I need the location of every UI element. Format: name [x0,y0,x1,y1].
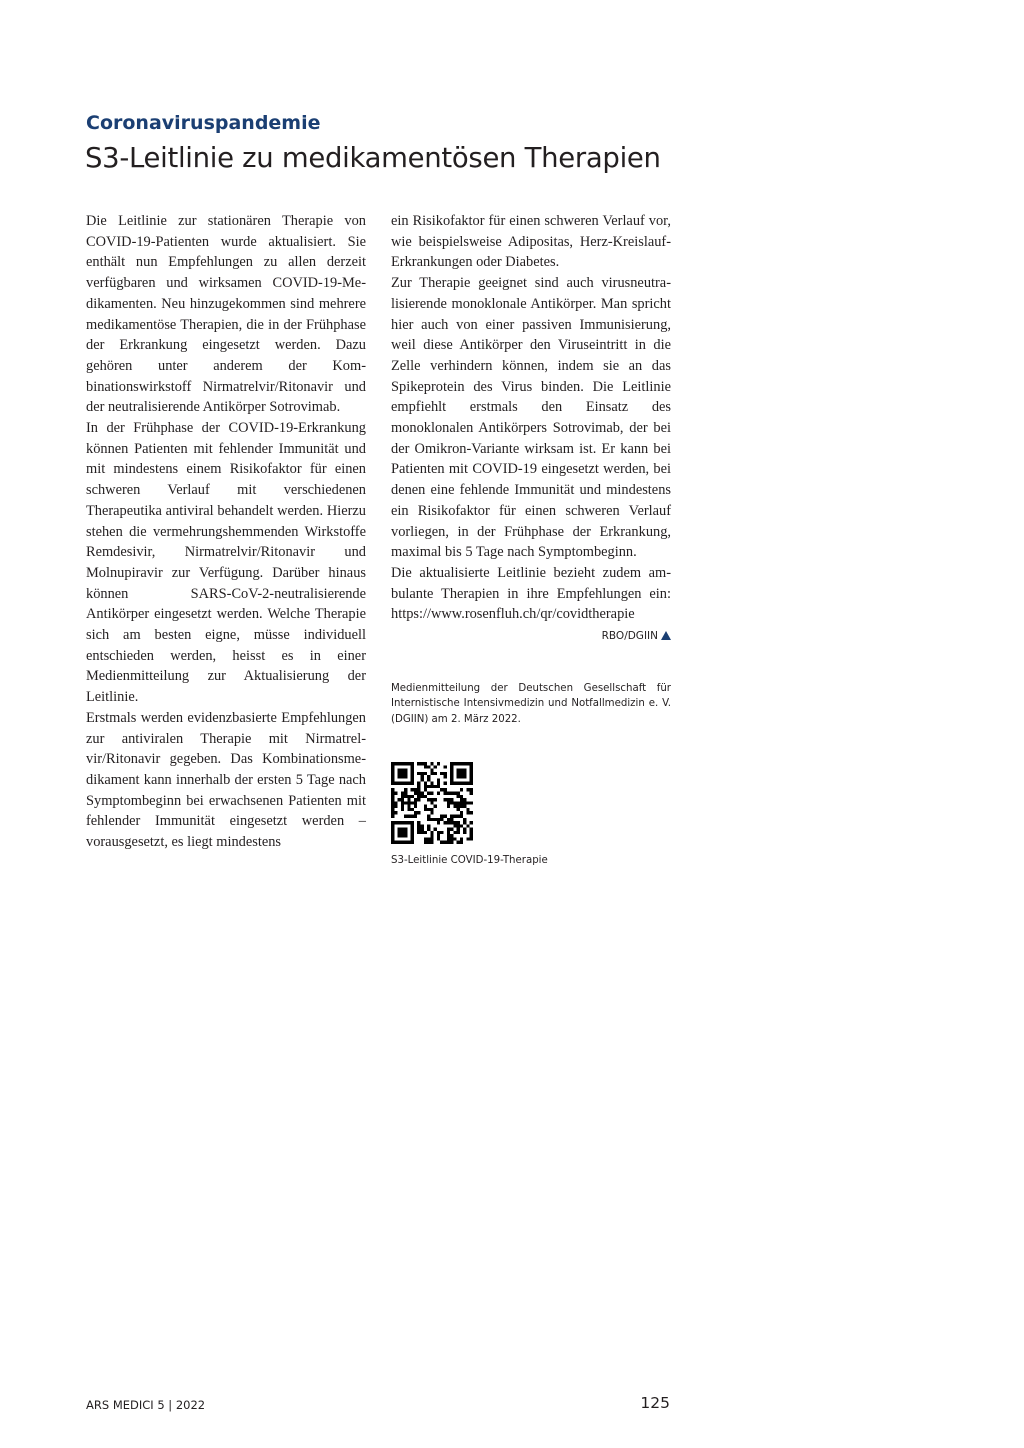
page-number: 125 [640,1394,670,1412]
article-title: S3-Leitlinie zu medikamentösen Therapien [85,142,661,174]
signoff-text: RBO/DGIIN [601,630,658,643]
paragraph-with-link: Die aktualisierte Leitlinie bezieht zudem ambulante Therapien in ihre Empfehlungen ein: https://www.rosenfluh.ch/qr/covidtherapie [391,564,671,623]
author-signoff [391,625,671,647]
article-column-left [86,211,366,853]
paragraph: Zur Therapie geeignet sind auch virusneutralisierende monoklonale Antikörper. Man spricht hier auch von einer passiven Immunisierung, weil diese Antikörper den Viruseintritt in die Zelle verhindern können, indem sie an das Spikeprotein des Virus binden. Die Leitlinie empfiehlt erstmals den Einsatz des monoklonalen Antikörpers Sotrovimab, der bei der Omikron-Variante wirksam ist. Er kann bei Patienten mit COVID-19 eingesetzt werden, bei denen eine fehlende Immunität und mindestens ein Risikofaktor für einen schweren Verlauf vorliegen, in der Frühphase der Erkrankung, maximal bis 5 Tage nach Symptombeginn. [391,275,671,561]
qr-caption: S3-Leitlinie COVID-19-Therapie [391,855,548,866]
article-kicker: Coronaviruspandemie [86,112,321,134]
journal-issue: ARS MEDICI 5 | 2022 [86,1398,206,1412]
article-column-right [391,211,671,647]
end-triangle-icon [661,631,671,640]
paragraph: In der Frühphase der COVID-19-Erkrankung können Patienten mit fehlender Immunität und mit mindestens einem Risikofaktor für einen schweren Verlauf mit verschiedenen Therapeutika antiviral behandelt werden. Hierzu stehen die vermehrungshemmenden Wirkstoffe Remdesivir, Nirmatrelvir/Ritonavir und Molnupiravir zur Verfügung. Darüber hinaus können SARS-CoV-2-neutralisierende Antikörper eingesetzt werden. Welche Therapie sich am besten eigne, müsse individuell entschieden werden, heisst es in einer Medienmitteilung zur Aktualisierung der Leitlinie. [86,420,366,706]
source-note: Medienmitteilung der Deutschen Gesellschaft für Internistische Intensivmedizin und Notfallmedizin e. V. (DGIIN) am 2. März 2022. [391,683,671,725]
paragraph: Die Leitlinie zur stationären Therapie von COVID-19-Patienten wurde aktualisiert. Sie enthält nun Empfehlungen zu allen derzeit verfügbaren und wirksamen COVID-19-Medikamenten. Neu hinzugekommen sind mehrere medikamentöse Therapien, die in der Frühphase der Erkrankung eingesetzt werden. Dazu gehören unter anderem der Kombinationswirkstoff Nirmatrelvir/Ritonavir und der neutralisierende Antikörper Sotrovimab. [86,213,366,416]
paragraph: ein Risikofaktor für einen schweren Verlauf vor, wie beispielsweise Adipositas, Herz-Kreislauf-Erkrankungen oder Diabetes. [391,213,671,271]
qr-code [391,762,473,844]
paragraph: Erstmals werden evidenzbasierte Empfehlungen zur antiviralen Therapie mit Nirmatrelvir/Ritonavir gegeben. Das Kombinationsmedikament kann innerhalb der ersten 5 Tage nach Symptombeginn bei erwachsenen Patienten mit fehlender Immunität eingesetzt werden – vorausgesetzt, es liegt mindestens [86,709,366,851]
